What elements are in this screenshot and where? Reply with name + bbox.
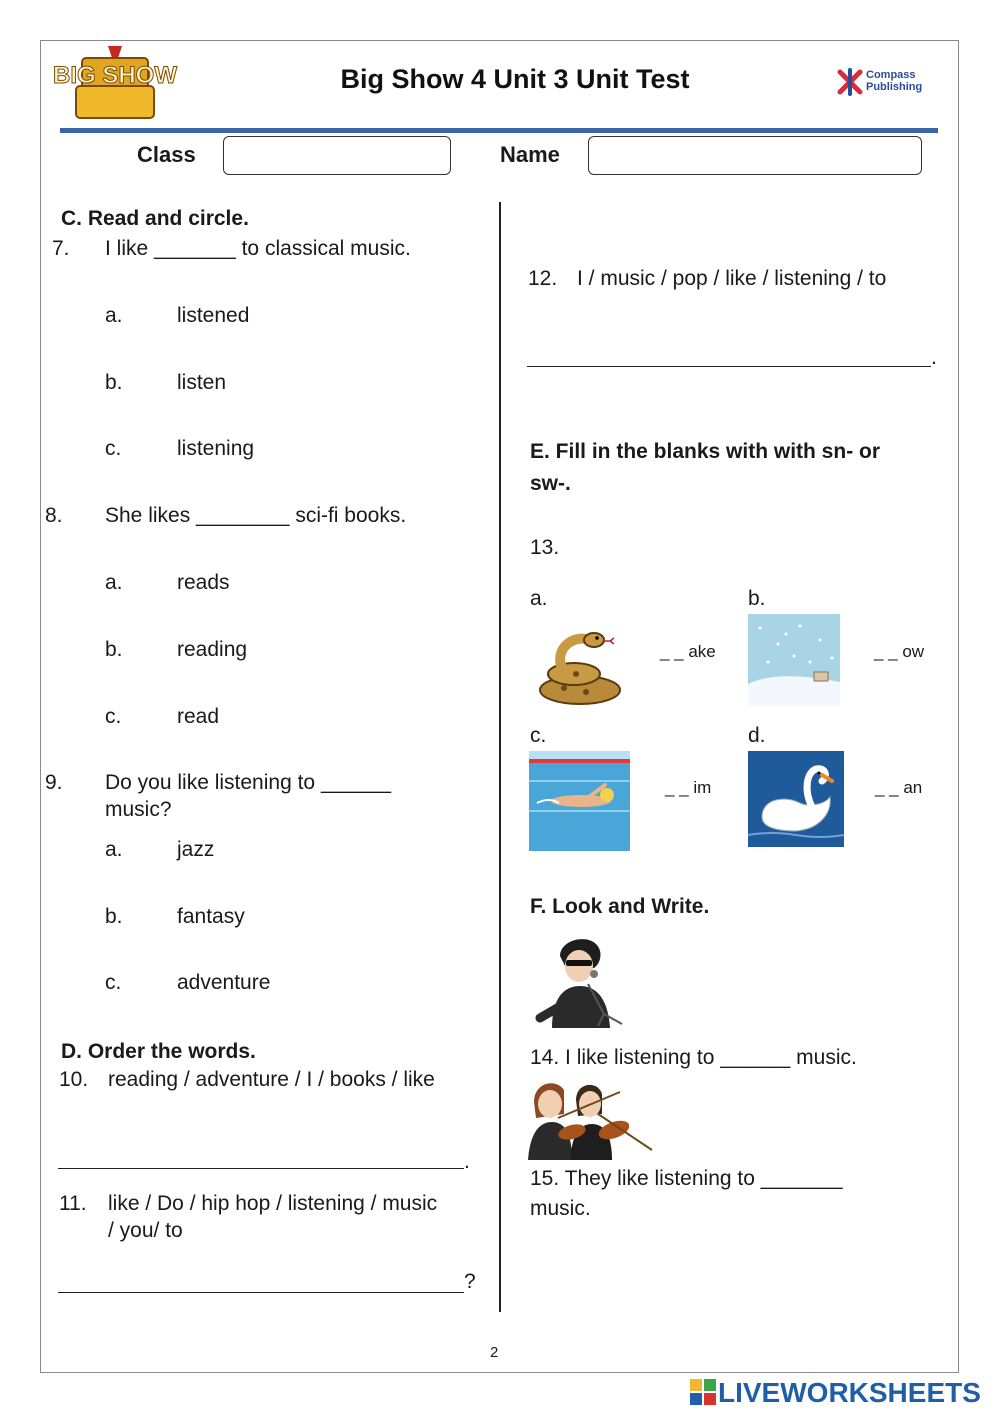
section-e-heading-line2: sw-. [530,472,571,495]
question-8-text: She likes ________ sci-fi books. [105,504,407,527]
big-show-logo [53,44,177,122]
question-10-text: reading / adventure / I / books / like [108,1068,435,1091]
question-7-text: I like _______ to classical music. [105,237,411,260]
q7-option-a-letter: a. [105,304,123,327]
q11-question-mark: ? [464,1270,476,1293]
snow-picture [748,614,840,706]
question-9-text-line1: Do you like listening to ______ [105,771,392,794]
liveworksheets-text[interactable]: LIVEWORKSHEETS [718,1377,981,1408]
header-rule [60,128,938,133]
section-e-heading-line1: E. Fill in the blanks with with sn- or [530,440,881,463]
q9-option-a[interactable]: jazz [177,838,215,861]
q13-a-blank[interactable]: _ _ ake [660,642,716,661]
q9-option-b-letter: b. [105,905,123,928]
q13-b-blank[interactable]: _ _ ow [874,642,925,661]
q9-option-a-letter: a. [105,838,123,861]
question-11-number: 11. [59,1192,87,1215]
question-11-text-line2: / you/ to [108,1219,183,1242]
question-9-number: 9. [45,771,63,794]
q7-option-c[interactable]: listening [177,437,255,460]
swimmer-picture [529,751,630,851]
question-10-number: 10. [59,1068,89,1091]
q13-a-letter: a. [530,587,548,610]
section-d-heading: D. Order the words. [61,1040,256,1063]
q7-option-b[interactable]: listen [177,371,227,394]
question-7-number: 7. [52,237,70,260]
q13-d-blank[interactable]: _ _ an [875,778,923,797]
page-number: 2 [490,1344,499,1361]
swan-picture [748,751,844,847]
violinists-picture [528,1074,656,1160]
singer-picture [534,934,630,1028]
section-f-heading: F. Look and Write. [530,895,710,918]
q13-c-letter: c. [530,724,547,747]
q7-option-a[interactable]: listened [177,304,250,327]
q10-answer-line[interactable] [58,1168,464,1169]
q9-option-b[interactable]: fantasy [177,905,245,928]
q12-period: . [931,346,937,369]
q8-option-b[interactable]: reading [177,638,248,661]
question-12-text: I / music / pop / like / listening / to [577,267,887,290]
question-15-text-line1: 15. They like listening to _______ [530,1167,843,1190]
compass-text: Compass [866,69,916,81]
q9-option-c[interactable]: adventure [177,971,271,994]
q9-option-c-letter: c. [105,971,122,994]
liveworksheets-brand [690,1377,990,1409]
q8-option-c-letter: c. [105,705,122,728]
q8-option-a-letter: a. [105,571,123,594]
q7-option-c-letter: c. [105,437,122,460]
question-15-text-line2: music. [530,1197,591,1220]
q13-d-letter: d. [748,724,766,747]
page-title: Big Show 4 Unit 3 Unit Test [340,64,690,94]
q10-period: . [464,1150,470,1173]
section-c-heading: C. Read and circle. [61,207,249,230]
compass-publishing-logo [836,68,936,98]
column-divider [499,202,501,1312]
compass-star-icon [836,68,864,96]
q8-option-b-letter: b. [105,638,123,661]
q8-option-a[interactable]: reads [177,571,230,594]
question-12-number: 12. [528,267,558,290]
question-14-text: 14. I like listening to ______ music. [530,1046,857,1069]
question-11-text-line1: like / Do / hip hop / listening / music [108,1192,438,1215]
q8-option-c[interactable]: read [177,705,220,728]
class-input[interactable] [223,136,451,175]
name-label: Name [500,142,560,167]
question-8-number: 8. [45,504,63,527]
publishing-text: Publishing [866,81,923,93]
q7-option-b-letter: b. [105,371,123,394]
liveworksheets-logo-icon [690,1379,716,1405]
class-label: Class [137,142,196,167]
name-input[interactable] [588,136,922,175]
big-show-logo-graphic [53,44,177,122]
q12-answer-line[interactable] [527,366,931,367]
q11-answer-line[interactable] [58,1292,464,1293]
question-13-number: 13. [530,536,560,559]
snake-picture [534,628,626,706]
logo-word-big: BIG SHOW [53,62,177,89]
q13-c-blank[interactable]: _ _ im [665,778,712,797]
question-9-text-line2: music? [105,798,172,821]
q13-b-letter: b. [748,587,766,610]
